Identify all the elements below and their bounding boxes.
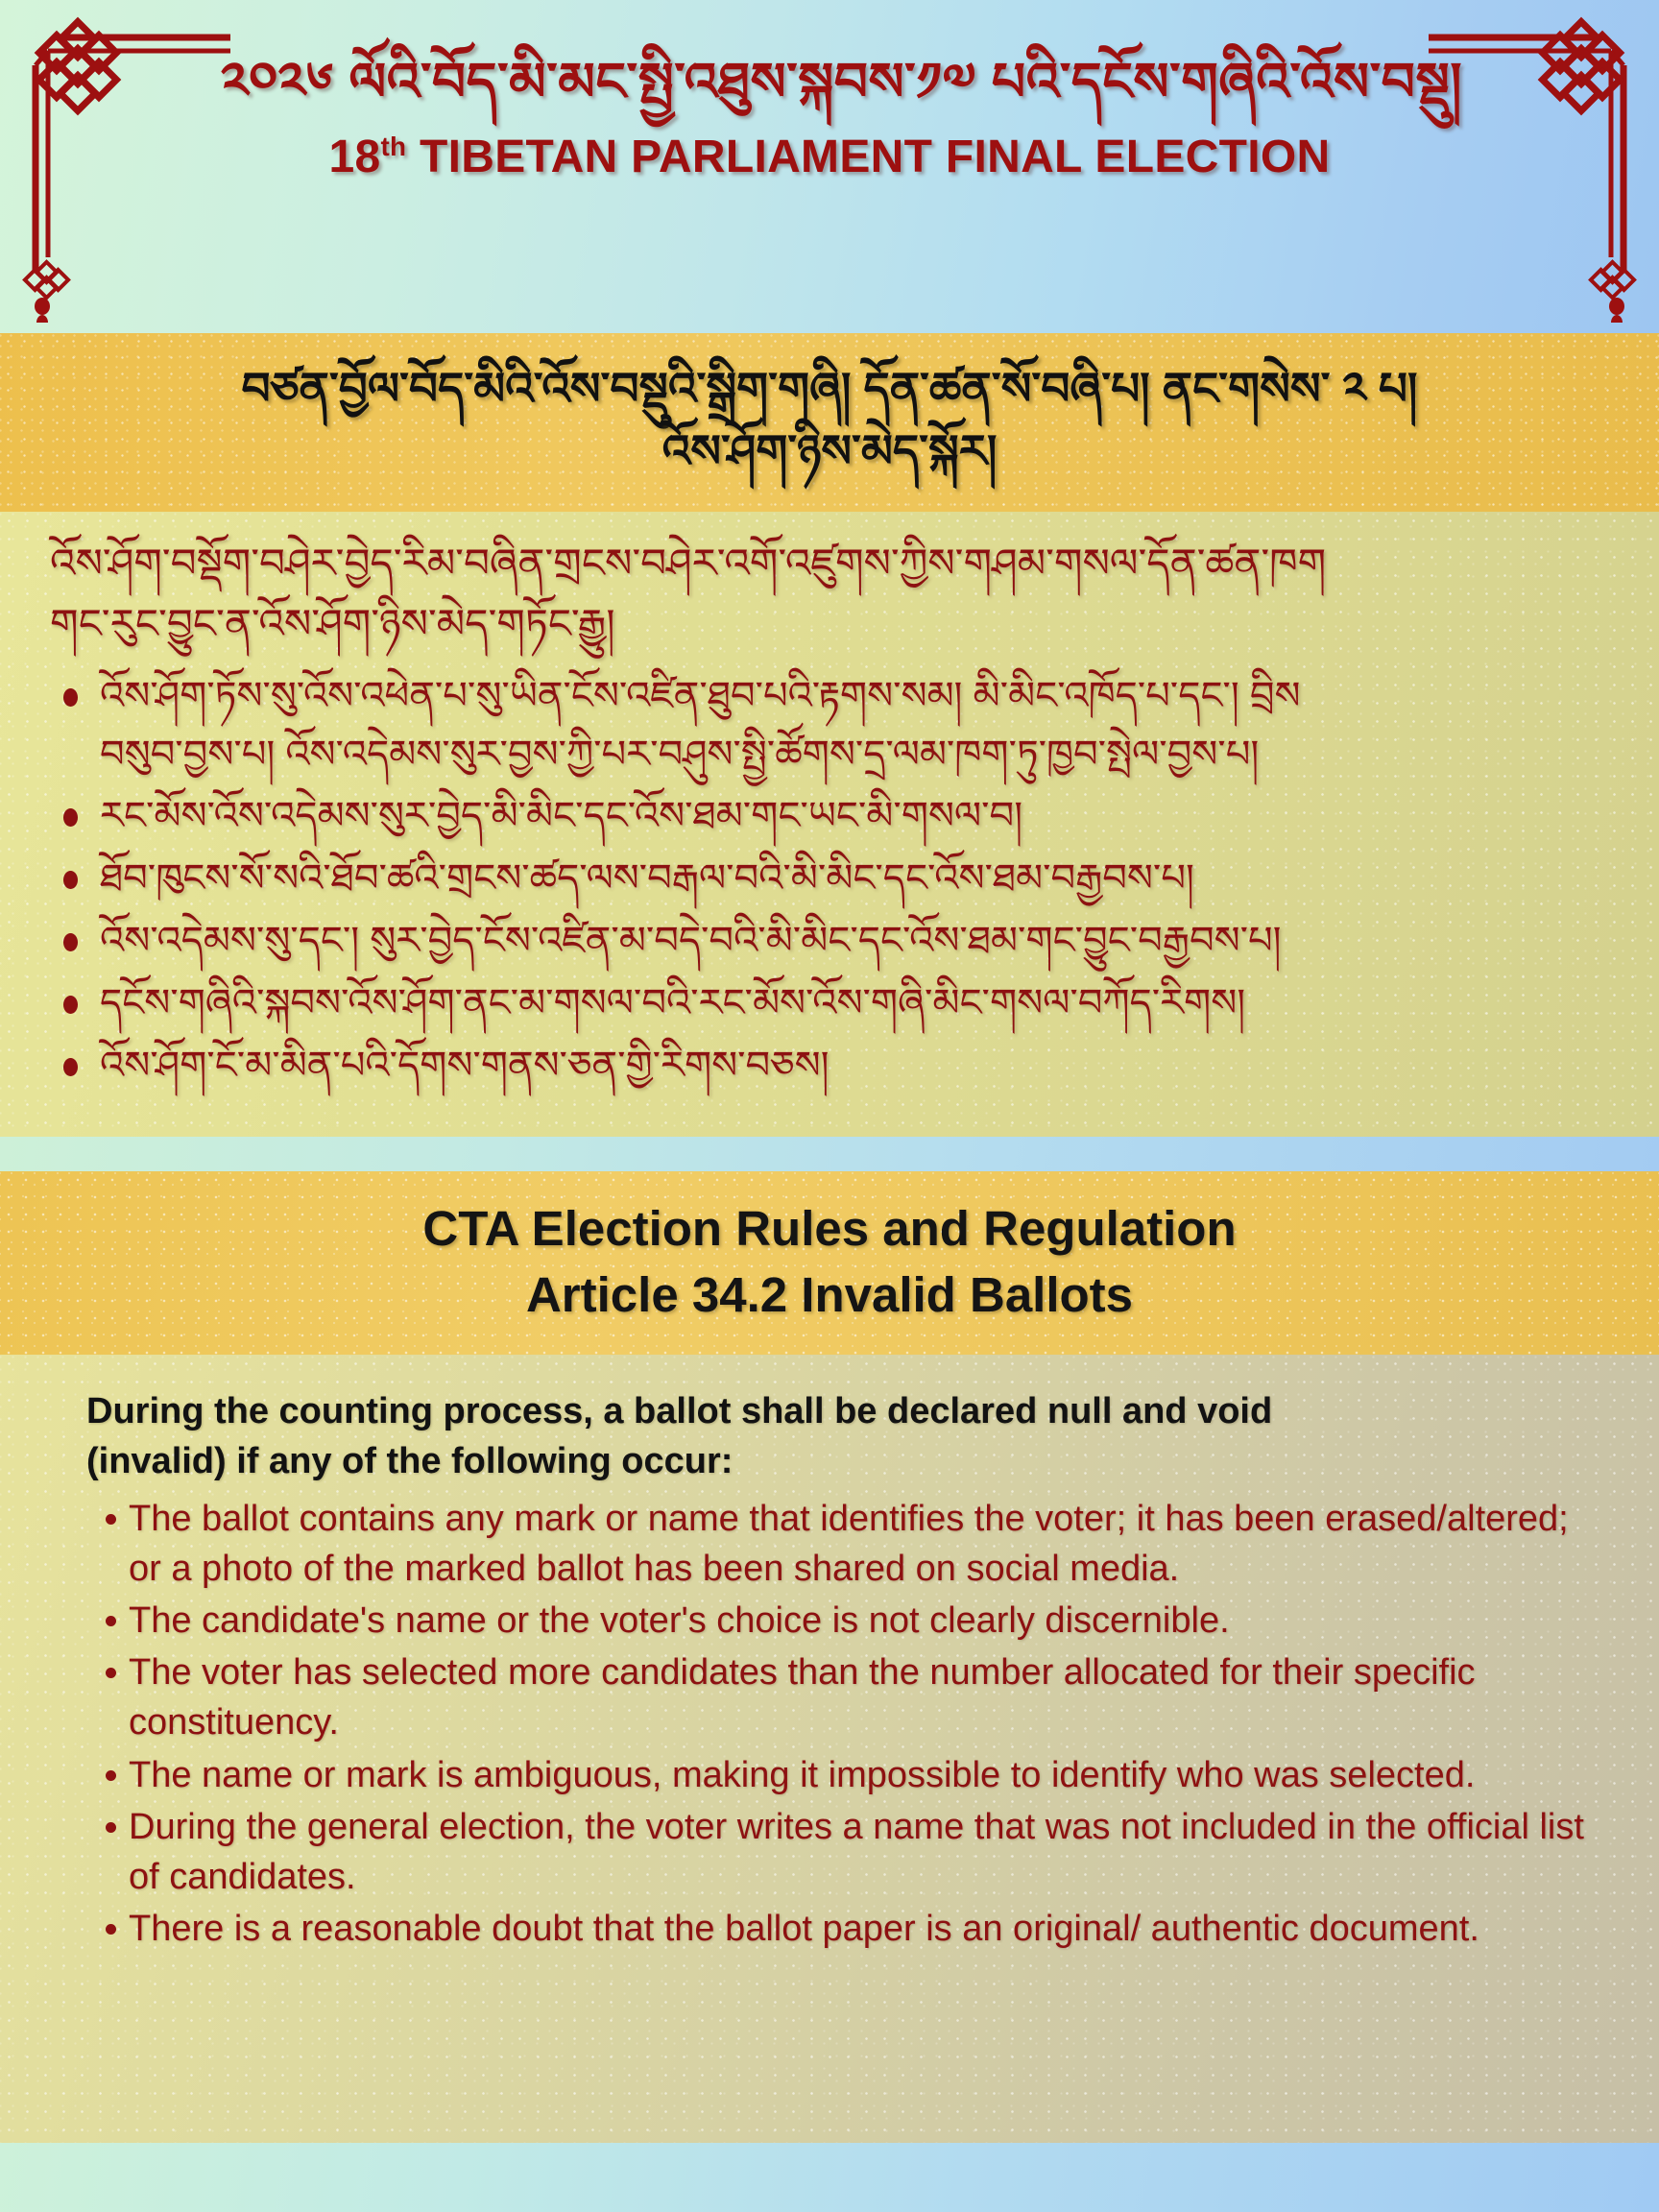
bullet-dot-icon bbox=[63, 996, 78, 1014]
list-item bbox=[100, 974, 1617, 1033]
english-bullet-text: There is a reasonable doubt that the ballot paper is an original/ authentic document. bbox=[129, 1908, 1479, 1949]
bullet-dot-icon bbox=[106, 1514, 116, 1525]
tibetan-intro-paragraph bbox=[33, 533, 1626, 654]
list-item bbox=[129, 1494, 1601, 1594]
english-bullet-text: The voter has selected more candidates than the number allocated for their specific constituency. bbox=[129, 1652, 1476, 1743]
bullet-dot-icon bbox=[106, 1924, 116, 1935]
bullet-dot-icon bbox=[63, 871, 78, 889]
tibetan-bullet-line: དངོས་གཞིའི་སྐབས་འོས་ཤོག་ནང་མ་གསལ་བའི་རང་མོས་འོས་གཞི་མིང་གསལ་བཀོད་རིགས། bbox=[100, 981, 1246, 1024]
bullet-dot-icon bbox=[106, 1616, 116, 1626]
list-item bbox=[100, 667, 1617, 784]
bullet-dot-icon bbox=[106, 1770, 116, 1781]
cta-heading-band bbox=[0, 1171, 1659, 1355]
english-intro-line: (invalid) if any of the following occur: bbox=[86, 1440, 733, 1481]
cta-heading-line-2: Article 34.2 Invalid Ballots bbox=[525, 1266, 1134, 1322]
bullet-dot-icon bbox=[106, 1822, 116, 1833]
list-item bbox=[129, 1750, 1601, 1800]
tibetan-bullet-list bbox=[33, 667, 1626, 1095]
title-ordinal-number: 18 bbox=[328, 132, 381, 183]
title-block bbox=[0, 46, 1659, 183]
english-bullet-list bbox=[86, 1494, 1601, 1953]
gold-band-line-2: འོས་ཤོག་ཉིས་མེད་སྐོར། bbox=[661, 424, 998, 476]
page-title-english bbox=[221, 131, 1438, 183]
tibetan-bullet-line: འོས་ཤོག་ངོ་མ་མིན་པའི་དོགས་གནས་ཅན་གྱི་རིགས་བཅས། bbox=[100, 1044, 830, 1087]
english-bullet-text: The name or mark is ambiguous, making it impossible to identify who was selected. bbox=[129, 1754, 1476, 1795]
cta-heading-line-1: CTA Election Rules and Regulation bbox=[422, 1201, 1237, 1257]
tibetan-intro-line: གང་རུང་བྱུང་ན་འོས་ཤོག་ཉིས་མེད་གཏོང་རྒྱུ། bbox=[50, 600, 615, 646]
section-divider-band bbox=[0, 1137, 1659, 1171]
tibetan-body-section bbox=[0, 512, 1659, 1138]
tibetan-bullet-line: ཐོབ་ཁུངས་སོ་སའི་ཐོབ་ཚའི་གྲངས་ཚད་ལས་བརྒལ་བའི་མི་མིང་དང་འོས་ཐམ་བརྒྱབས་པ། bbox=[100, 857, 1194, 901]
tibetan-bullet-line: བསུབ་བྱས་པ། འོས་འདེམས་སུར་བྱས་ཀྱི་པར་བཤུས་སྤྱི་ཚོགས་དྲ་ལམ་ཁག་ཏུ་ཁྱབ་སྤེལ་བྱས་པ། bbox=[100, 733, 1260, 776]
english-body-section bbox=[0, 1355, 1659, 2143]
english-bullet-text: The ballot contains any mark or name that identifies the voter; it has been erased/altered; or a photo of the marked ballot has been shared on social media. bbox=[129, 1499, 1569, 1590]
tibetan-intro-line: འོས་ཤོག་བསྡོག་བཤེར་བྱེད་རིམ་བཞིན་གྲངས་བཤེར་འགོ་འཛུགས་ཀྱིས་གཤམ་གསལ་དོན་ཚན་ཁག bbox=[50, 540, 1327, 586]
tibetan-bullet-line: རང་མོས་འོས་འདེམས་སུར་བྱེད་མི་མིང་དང་འོས་ཐམ་གང་ཡང་མི་གསལ་བ། bbox=[100, 795, 1023, 838]
title-ordinal-suffix: th bbox=[380, 132, 407, 162]
english-bullet-text: The candidate's name or the voter's choice is not clearly discernible. bbox=[129, 1600, 1230, 1642]
bullet-dot-icon bbox=[63, 688, 78, 707]
poster-footer-strip bbox=[0, 2143, 1659, 2212]
list-item bbox=[100, 912, 1617, 971]
bullet-dot-icon bbox=[63, 808, 78, 827]
title-english-text: TIBETAN PARLIAMENT FINAL ELECTION bbox=[406, 132, 1331, 183]
poster-header bbox=[0, 0, 1659, 333]
list-item bbox=[100, 787, 1617, 846]
gold-subtitle-band bbox=[0, 333, 1659, 512]
list-item bbox=[100, 1037, 1617, 1095]
bullet-dot-icon bbox=[63, 1058, 78, 1076]
list-item bbox=[100, 850, 1617, 908]
list-item bbox=[129, 1904, 1601, 1954]
english-intro-line: During the counting process, a ballot shall be declared null and void bbox=[86, 1390, 1273, 1431]
english-intro-paragraph bbox=[86, 1387, 1601, 1486]
bullet-dot-icon bbox=[63, 933, 78, 951]
list-item bbox=[129, 1596, 1601, 1646]
page-title-tibetan: ༢༠༢༦ ལོའི་བོད་མི་མང་སྤྱི་འཐུས་སྐབས་༡༧ པའི་དངོས་གཞིའི་འོས་བསྡུ། bbox=[221, 52, 1463, 111]
english-bullet-text: During the general election, the voter writes a name that was not included in the official list of candidates. bbox=[129, 1806, 1584, 1897]
tibetan-bullet-line: འོས་ཤོག་ཏོས་སུ་འོས་འཕེན་པ་སུ་ཡིན་ངོས་འཛིན་ཐུབ་པའི་རྟགས་སམ། མི་མིང་འཁོད་པ་དང་། བྲིས bbox=[100, 674, 1301, 717]
gold-band-line-1: བཙན་བྱོལ་བོད་མིའི་འོས་བསྡུའི་སྒྲིག་གཞི། དོན་ཚན་སོ་བཞི་པ། ནང་གསེས་ ༢ པ། bbox=[241, 363, 1418, 414]
list-item bbox=[129, 1802, 1601, 1902]
bullet-dot-icon bbox=[106, 1668, 116, 1678]
tibetan-bullet-line: འོས་འདེམས་སུ་དང་། སུར་བྱེད་ངོས་འཛིན་མ་བདེ་བའི་མི་མིང་དང་འོས་ཐམ་གང་བྱུང་བརྒྱབས་པ། bbox=[100, 919, 1282, 962]
list-item bbox=[129, 1647, 1601, 1747]
